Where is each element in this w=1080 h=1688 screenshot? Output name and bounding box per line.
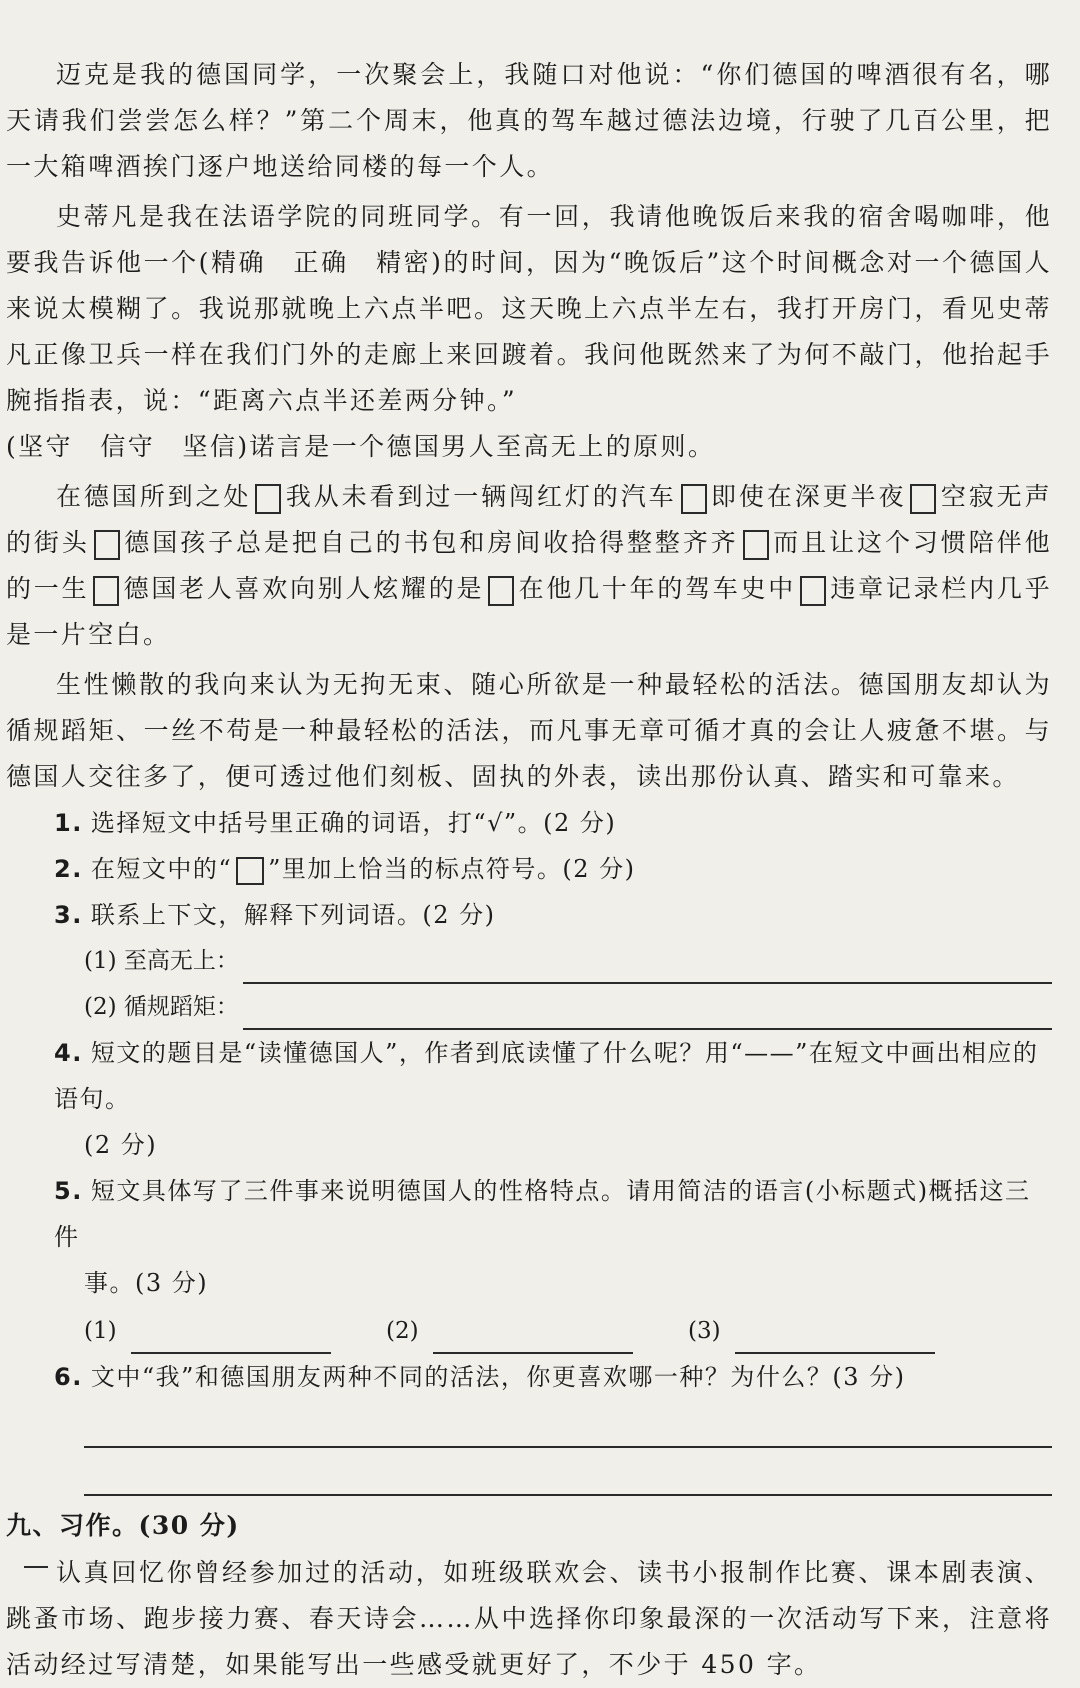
answer-5-3-label: (3) xyxy=(688,1318,721,1344)
p3-seg7: 德国老人喜欢向别人炫耀的是 xyxy=(123,574,485,603)
passage-paragraph-2-text: 史蒂凡是我在法语学院的同班同学。有一回，我请他晚饭后来我的宿舍喝咖啡，他要我告诉他一个(精确 正确 精密)的时间，因为“晚饭后”这个时间概念对一个德国人来说太模糊了。我说那就晚上六点半吧。这天晚上六点半左右，我打开房门，看见史蒂凡正像卫兵一样在我们门外的走廊上来回踱着。我问他既然来了为何不敲门，他抬起手腕指指表，说：“距离六点半还差两分钟。” xyxy=(6,202,1052,415)
question-4-text: 短文的题目是“读懂德国人”，作者到底读懂了什么呢？用“——”在短文中画出相应的语句。 xyxy=(54,1039,1039,1113)
question-5-cont: 事。(3 分) xyxy=(84,1269,209,1297)
question-3-number: 3. xyxy=(54,901,83,929)
question-3-sub-1 xyxy=(6,938,1052,984)
p3-seg8: 在他几十年的驾车史中 xyxy=(518,574,797,603)
passage-paragraph-4: 生性懒散的我向来认为无拘无束、随心所欲是一种最轻松的活法。德国朋友却认为循规蹈矩、一丝不苟是一种最轻松的活法，而凡事无章可循才真的会让人疲惫不堪。与德国人交往多了，便可透过他们刻板、固执的外表，读出那份认真、踏实和可靠来。 xyxy=(6,670,1052,791)
question-5-text: 短文具体写了三件事来说明德国人的性格特点。请用简洁的语言(小标题式)概括这三件 xyxy=(54,1177,1031,1251)
section-9-body: 认真回忆你曾经参加过的活动，如班级联欢会、读书小报制作比赛、课本剧表演、跳蚤市场、跑步接力赛、春天诗会……从中选择你印象最深的一次活动写下来，注意将活动经过写清楚，如果能写出一些感受就更好了，不少于 450 字。 xyxy=(6,1558,1052,1679)
question-5-number: 5. xyxy=(54,1177,83,1205)
question-6 xyxy=(6,1354,1052,1400)
p3-seg5: 德国孩子总是把自己的书包和房间收拾得整整齐齐 xyxy=(123,528,739,557)
punct-box-3[interactable] xyxy=(910,484,936,514)
answer-5-3 xyxy=(688,1308,990,1354)
question-2-number: 2. xyxy=(54,855,83,883)
punct-box-5[interactable] xyxy=(743,530,769,560)
punct-box-2[interactable] xyxy=(681,484,707,514)
passage-paragraph-3 xyxy=(6,474,1052,658)
question-1-number: 1. xyxy=(54,809,83,837)
passage-paragraph-2-cont: (坚守 信守 坚信)诺言是一个德国男人至高无上的原则。 xyxy=(6,432,716,461)
question-2 xyxy=(6,846,1052,892)
question-3 xyxy=(6,892,1052,938)
sample-box xyxy=(236,857,264,885)
p3-seg4: 空寂无声的街头 xyxy=(6,482,1052,557)
answer-line-6-2[interactable] xyxy=(84,1448,1052,1496)
question-6-text: 文中“我”和德国朋友两种不同的活法，你更喜欢哪一种？为什么？(3 分) xyxy=(90,1363,906,1391)
answer-line-5-3[interactable] xyxy=(735,1322,935,1354)
passage-paragraph-2 xyxy=(6,194,1052,470)
question-6-number: 6. xyxy=(54,1363,83,1391)
p3-seg6: 而且让这个习惯陪伴他的一生 xyxy=(6,528,1052,603)
punct-box-7[interactable] xyxy=(488,576,514,606)
answer-line-5-2[interactable] xyxy=(433,1322,633,1354)
answer-line-3-2[interactable] xyxy=(243,998,1052,1030)
p3-seg1: 在德国所到之处 xyxy=(56,482,252,511)
p3-seg9: 违章记录栏内几乎是一片空白。 xyxy=(6,574,1052,649)
answer-5-1 xyxy=(84,1308,386,1354)
answer-line-6-1[interactable] xyxy=(84,1400,1052,1448)
question-4 xyxy=(6,1030,1052,1122)
answer-5-2-label: (2) xyxy=(386,1318,419,1344)
punct-box-6[interactable] xyxy=(93,576,119,606)
page-footer-dash xyxy=(24,1566,48,1568)
p3-seg2: 我从未看到过一辆闯红灯的汽车 xyxy=(285,482,677,511)
question-4-number: 4. xyxy=(54,1039,83,1067)
punct-box-4[interactable] xyxy=(94,530,120,560)
question-1 xyxy=(6,800,1052,846)
question-3-sub-2 xyxy=(6,984,1052,1030)
question-3-sub-2-label: (2) 循规蹈矩： xyxy=(84,994,239,1020)
section-9-title: 九、习作。(30 分) xyxy=(6,1511,240,1540)
question-5 xyxy=(6,1168,1052,1260)
question-5-answers xyxy=(6,1308,1052,1354)
question-3-text: 联系上下文，解释下列词语。(2 分) xyxy=(90,901,496,929)
question-3-sub-1-label: (1) 至高无上： xyxy=(84,948,239,974)
p3-seg3: 即使在深更半夜 xyxy=(710,482,907,511)
answer-line-5-1[interactable] xyxy=(131,1322,331,1354)
punct-box-8[interactable] xyxy=(800,576,826,606)
question-1-text: 选择短文中括号里正确的词语，打“√”。(2 分) xyxy=(90,809,617,837)
question-2-pre: 在短文中的“ xyxy=(90,855,233,883)
question-4-score: (2 分) xyxy=(84,1131,158,1159)
answer-5-1-label: (1) xyxy=(84,1318,117,1344)
answer-line-3-1[interactable] xyxy=(243,952,1052,984)
question-2-post: ”里加上恰当的标点符号。(2 分) xyxy=(268,855,636,883)
punct-box-1[interactable] xyxy=(255,484,281,514)
answer-5-2 xyxy=(386,1308,688,1354)
passage-paragraph-1: 迈克是我的德国同学，一次聚会上，我随口对他说：“你们德国的啤酒很有名，哪天请我们尝尝怎么样？”第二个周末，他真的驾车越过德法边境，行驶了几百公里，把一大箱啤酒挨门逐户地送给同楼的每一个人。 xyxy=(6,60,1052,181)
